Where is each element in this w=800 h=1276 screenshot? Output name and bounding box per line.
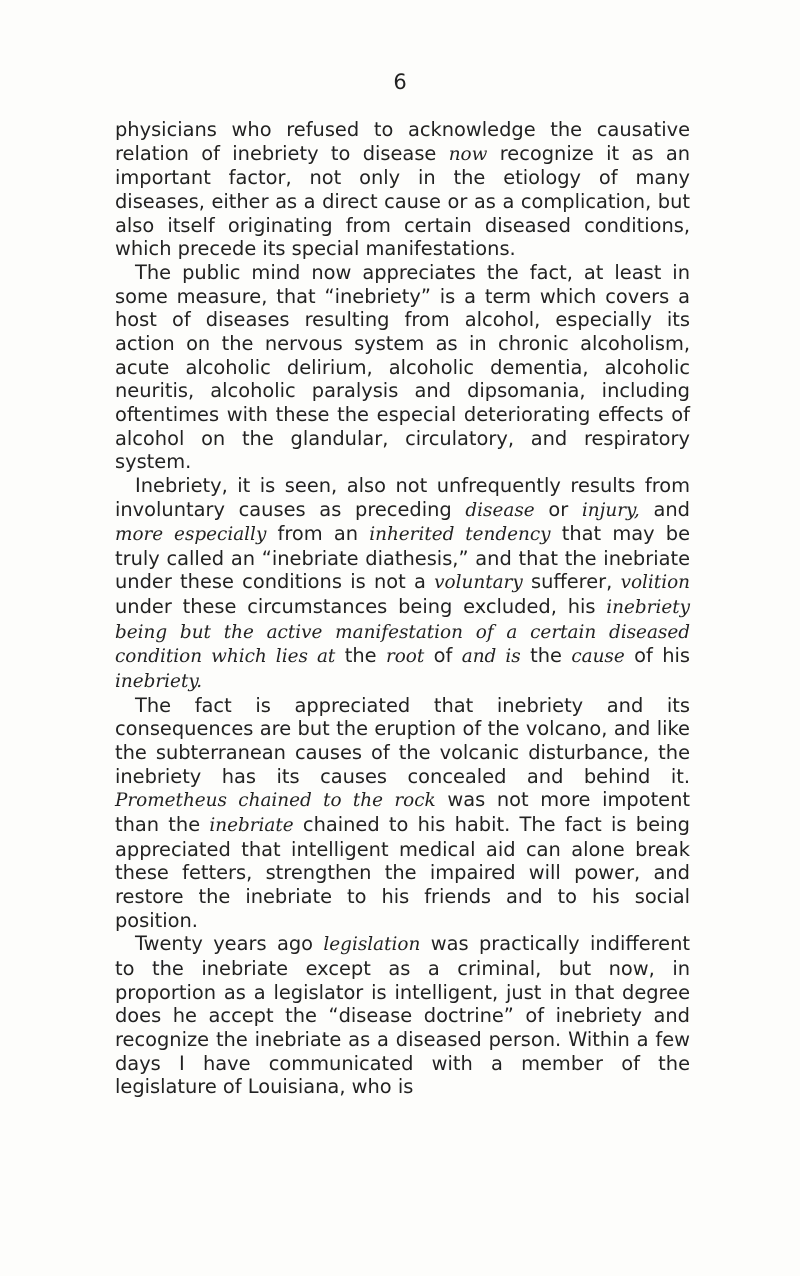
text-run: the [335,644,386,668]
italic-run: inebriety. [115,671,203,693]
italic-run: inebriety being but the active manifestation of a certain diseased condition which lies at [115,597,690,668]
italic-run: voluntary [434,572,523,594]
page-number: 6 [393,70,407,94]
italic-run: legislation [323,934,421,956]
text-run: physicians who refused to acknowledge the causative relation of inebriety to disease [115,118,690,165]
text-run: recognize it as an important factor, not only in the etiology of many diseases, either as a direct cause or as a complication, but also itself originating from certain diseased conditions, which precede its special manifestations. [115,141,690,261]
italic-run: volition [620,572,690,594]
text-run: The public mind now appreciates the fact, at least in some measure, that “inebriety” is a term which covers a host of diseases resulting from alcohol, especially its action on the nervous system as in chronic alcoholism, acute alcoholic delirium, alcoholic dementia, alcoholic neuritis, alcoholic paralysis and dipsomania, including oftentimes with these the especial deteriorating effects of alcohol on the glandular, circulatory, and respiratory system. [115,260,690,474]
text-run: the [520,644,572,668]
italic-run: and is [461,646,521,668]
italic-run: inebriate [209,815,294,837]
paragraph-4 [115,694,690,933]
text-run: and [639,497,690,521]
paragraph-2 [115,261,690,474]
italic-run: Prometheus chained to the rock [115,790,436,812]
italic-run: disease [465,499,535,521]
text-run: Twenty years ago [135,932,324,956]
paragraph-3 [115,474,690,694]
body-text [115,118,690,1099]
text-run: The fact is appreciated that inebriety and its consequences are but the eruption of the volcano, and like the subterranean causes of the volcanic disturbance, the inebriety has its causes concealed and behind it. [115,693,690,788]
italic-run: now [448,143,488,165]
italic-run: injury, [581,499,640,521]
paragraph-1 [115,118,690,261]
text-run: under these circumstances being excluded, his [115,595,607,619]
text-run: of his [624,644,691,668]
italic-run: cause [571,646,625,668]
text-run: that may be truly called an “inebriate diathesis,” and that the inebriate under these conditions is not a [115,522,691,594]
text-run: Inebriety, it is seen, also not unfrequently results from involuntary causes as preceding [115,473,690,521]
text-run: was not more impotent than the [115,788,690,837]
text-run: of [424,644,462,668]
italic-run: inherited tendency [369,524,551,546]
text-run: sufferer, [522,570,621,594]
text-run: was practically indifferent to the inebriate except as a criminal, but now, in proportion as a legislator is intelligent, just in that degree does he accept the “disease doctrine” of inebriety and recognize the inebriate as a diseased person. Within a few days I have communicated with a member of the legislature of Louisiana, who is [115,932,690,1099]
italic-run: root [385,646,425,668]
paragraph-5 [115,932,690,1099]
italic-run: more especially [115,524,267,546]
text-run: from an [266,522,370,546]
text-run: or [534,497,582,521]
text-run: chained to his habit. The fact is being appreciated that intelligent medical aid can alone break these fetters, strengthen the impaired will power, and restore the inebriate to his friends and to his social position. [115,813,690,932]
